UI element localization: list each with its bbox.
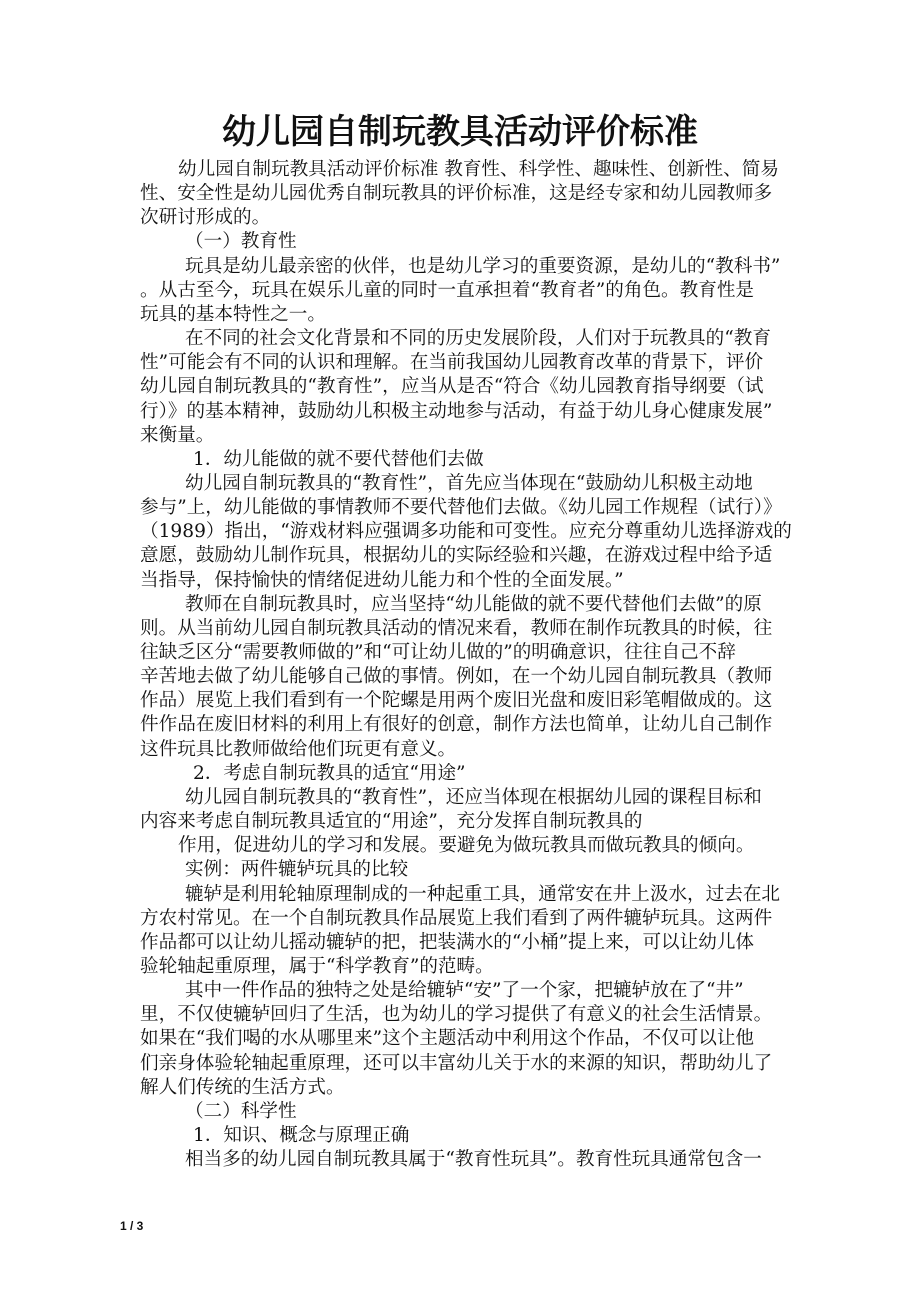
- text-line: 来衡量。: [140, 424, 215, 446]
- text-line: 。从古至今，玩具在娱乐儿童的同时一直承担着“教育者”的角色。教育性是: [140, 279, 755, 301]
- text-line: 幼儿园自制玩教具的“教育性”，应当从是否“符合《幼儿园教育指导纲要（试: [140, 376, 764, 398]
- section-subheading: 1．幼儿能做的就不要代替他们去做: [193, 448, 484, 470]
- text-line: 在不同的社会文化背景和不同的历史发展阶段，人们对于玩教具的“教育: [185, 328, 771, 350]
- text-line: 性”可能会有不同的认识和理解。在当前我国幼儿园教育改革的背景下，评价: [140, 352, 764, 374]
- page-number: 1 / 3: [120, 1219, 144, 1233]
- text-line: 件作品在废旧材料的利用上有很好的创意，制作方法也简单，让幼儿自己制作: [140, 714, 773, 736]
- text-line: 方农村常见。在一个自制玩教具作品展览上我们看到了两件辘轳玩具。这两件: [140, 907, 773, 929]
- text-line: 辛苦地去做了幼儿能够自己做的事情。例如，在一个幼儿园自制玩教具（教师: [140, 666, 773, 688]
- text-line: 作品）展览上我们看到有一个陀螺是用两个废旧光盘和废旧彩笔帽做成的。这: [140, 690, 773, 712]
- text-line: 玩具的基本特性之一。: [140, 303, 326, 325]
- text-line: 行）》的基本精神，鼓励幼儿积极主动地参与活动，有益于幼儿身心健康发展”: [140, 400, 773, 422]
- section-subheading: 2．考虑自制玩教具的适宜“用途”: [193, 762, 466, 784]
- text-line: 相当多的幼儿园自制玩教具属于“教育性玩具”。教育性玩具通常包含一: [185, 1149, 762, 1171]
- text-line: 验轮轴起重原理，属于“科学教育”的范畴。: [140, 955, 494, 977]
- text-line: 往缺乏区分“需要教师做的”和“可让幼儿做的”的明确意识，往往自己不辞: [140, 642, 736, 663]
- text-line: 其中一件作品的独特之处是给辘轳“安”了一个家，把辘轳放在了“井”: [185, 980, 744, 1002]
- section-subheading: 1．知识、概念与原理正确: [193, 1125, 410, 1146]
- text-line: 实例：两件辘轳玩具的比较: [185, 859, 409, 881]
- text-line: 作用，促进幼儿的学习和发展。要避免为做玩教具而做玩教具的倾向。: [178, 835, 755, 857]
- text-line: 幼儿园自制玩教具的“教育性”，还应当体现在根据幼儿园的课程目标和: [185, 786, 762, 808]
- text-line: 性、安全性是幼儿园优秀自制玩教具的评价标准，这是经专家和幼儿园教师多: [140, 183, 773, 205]
- text-line: 里，不仅使辘轳回归了生活，也为幼儿的学习提供了有意义的社会生活情景。: [140, 1004, 773, 1026]
- text-line: 意愿，鼓励幼儿制作玩具，根据幼儿的实际经验和兴趣，在游戏过程中给予适: [140, 545, 773, 567]
- text-line: 则。从当前幼儿园自制玩教具活动的情况来看，教师在制作玩教具的时候，往: [140, 617, 773, 639]
- text-line: 当指导，保持愉快的情绪促进幼儿能力和个性的全面发展。”: [140, 569, 624, 591]
- text-line: 玩具是幼儿最亲密的伙伴，也是幼儿学习的重要资源，是幼儿的“教科书”: [185, 255, 781, 277]
- text-line: 解人们传统的生活方式。: [140, 1076, 345, 1098]
- text-line: 这件玩具比教师做给他们玩更有意义。: [140, 738, 457, 760]
- text-line: 内容来考虑自制玩教具适宜的“用途”，充分发挥自制玩教具的: [140, 811, 643, 833]
- text-line: 们亲身体验轮轴起重原理，还可以丰富幼儿关于水的来源的知识，帮助幼儿了: [140, 1052, 773, 1074]
- document-title: 幼儿园自制玩教具活动评价标准: [222, 112, 698, 152]
- section-heading: （一）教育性: [185, 231, 297, 253]
- text-line: 如果在“我们喝的水从哪里来”这个主题活动中利用这个作品，不仅可以让他: [140, 1028, 755, 1050]
- text-line: 次研讨形成的。: [140, 207, 271, 229]
- text-line: 辘轳是利用轮轴原理制成的一种起重工具，通常安在井上汲水，过去在北: [185, 883, 781, 905]
- text-line: 参与”上，幼儿能做的事情教师不要代替他们去做。《幼儿园工作规程（试行）》: [140, 497, 782, 519]
- text-line: 幼儿园自制玩教具活动评价标准 教育性、科学性、趣味性、创新性、简易: [178, 159, 779, 180]
- text-line: 教师在自制玩教具时，应当坚持“幼儿能做的就不要代替他们去做”的原: [185, 593, 762, 615]
- section-heading: （二）科学性: [185, 1100, 297, 1122]
- text-line: （1989）指出，“游戏材料应强调多功能和可变性。应充分尊重幼儿选择游戏的: [140, 521, 792, 543]
- text-line: 幼儿园自制玩教具的“教育性”，首先应当体现在“鼓励幼儿积极主动地: [185, 472, 753, 494]
- text-line: 作品都可以让幼儿摇动辘轳的把，把装满水的“小桶”提上来，可以让幼儿体: [140, 931, 755, 953]
